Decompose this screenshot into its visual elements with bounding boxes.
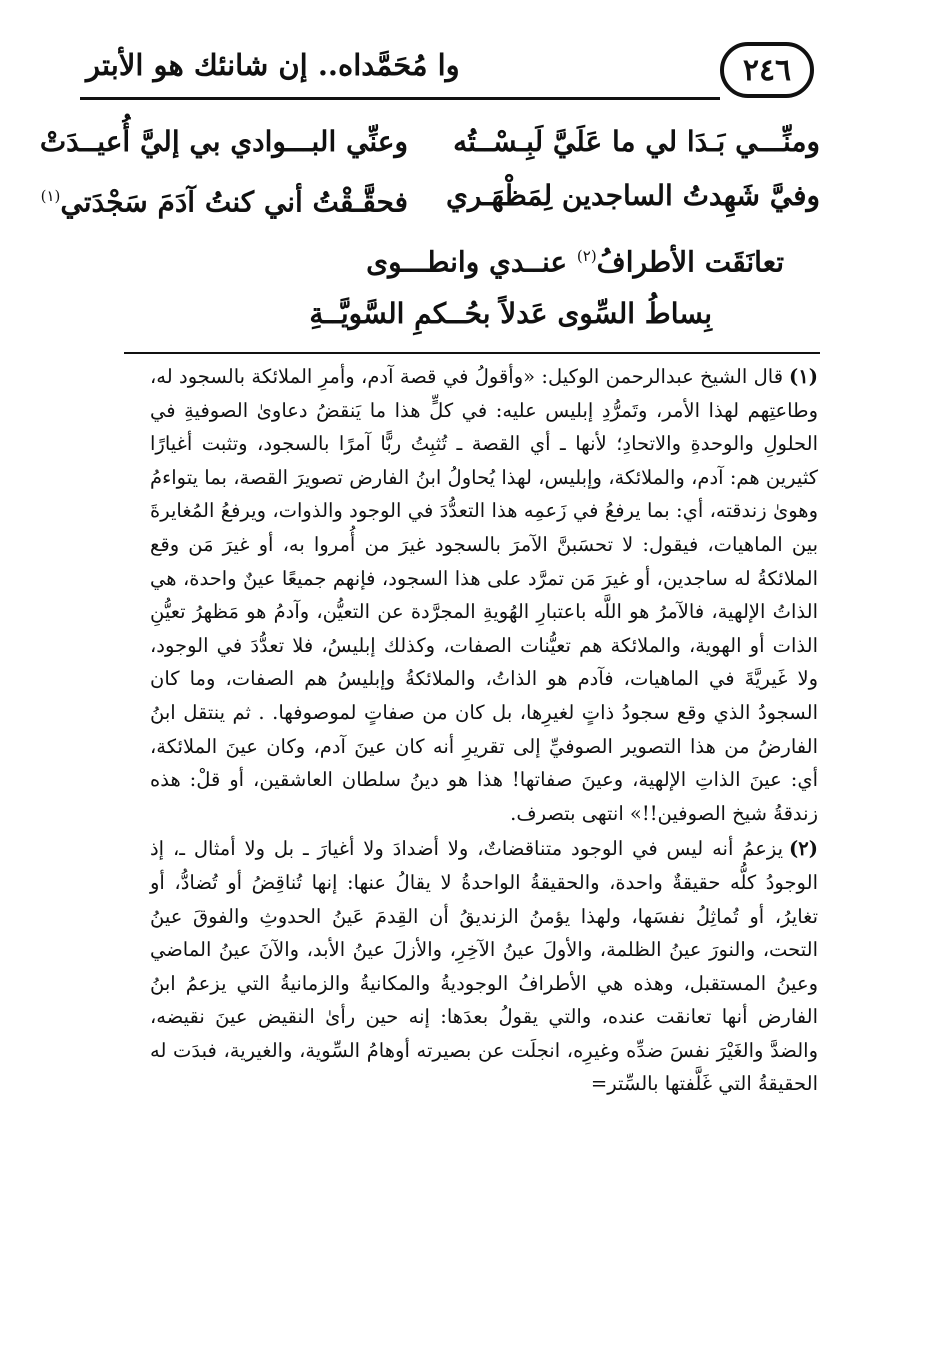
footnote-separator: [124, 352, 820, 354]
poem-line-2-second-text: فحقَّـقْتُ أني كنتُ آدَمَ سَجْدَتي: [60, 185, 408, 219]
poem-line-2-second-hemistich: [41, 178, 408, 220]
poem-line-2-first-hemistich: وفيَّ شَهِدتُ الساجدين لِمَظْهَـري: [445, 179, 820, 212]
poem-line-1-second-hemistich: وعنِّي البـــوادي بي إليَّ أُعيــدَتْ: [39, 125, 408, 158]
footnote-1-number: (١): [789, 365, 818, 388]
header-rule: [80, 97, 720, 100]
poem-line-3: [366, 238, 784, 280]
footnote-2-number: (٢): [789, 837, 818, 861]
poem-line-1-first-hemistich: ومنِّـــي بَـدَا لي ما عَلَيَّ لَبِـسْــتُه: [453, 125, 820, 158]
footnote-ref-1: (١): [40, 187, 61, 205]
page-header: [80, 36, 824, 102]
footnote-ref-2: (٢): [576, 247, 597, 265]
footnote-1-text: قال الشيخ عبدالرحمن الوكيل: «وأقولُ في قصة آدم، وأمرِ الملائكة بالسجود له، وطاعتِهم لهذا الأمر، وتَمرُّدِ إبليس عليه: في كلٍّ هذا ما يَنقضُ دعاوىٰ الصوفيةِ في الحلولِ والوحدةِ والاتحادِ؛ لأنها ـ أي القصة ـ تُثبِتُ ربًّا آمرًا بالسجود، وتثبت أغيارًا كثيرين هم: آدم، والملائكة، وإبليس، لهذا يُحاولُ ابنُ الفارض تصويرَ القصة، بما يتواءمُ وهوىٰ زندقته، أي: بما يرفعُ في زَعمِه هذا التعدُّدَ في الوجود والذوات، ويرفعُ المُغايرةَ بين الماهيات، فيقول: لا تحسَبنَّ الآمرَ بالسجود غيرَ من أُمروا به، أو غيرَ مَن وقع الملائكةُ له ساجدين، أو غيرَ مَن تمرَّد على هذا السجود، فإنهم جميعًا عينٌ واحدة، هي الذاتُ الإلهية، فالآمرُ هو اللَّه باعتبارِ الهُويةِ المجرَّدة عن التعيُّن، وآدمُ هو مَظهرُ تعيُّنِ الذات أو الهوية، والملائكة هم تعيُّنات الصفات، وكذلك إبليسُ، فلا تعدُّدَ في الوجود، ولا غَيريَّةَ في الماهيات، فآدم هو الذاتُ، والملائكةُ وإبليسُ هم الصفات، وما كان السجودُ الذي وقع سجودُ ذاتٍ لغيرِها، بل كان من صفاتٍ لموصوفها. . ثم ينتقل ابنُ الفارضُ من هذا التصوير الصوفيِّ إلى تقريرِ أنه كان عينَ آدم، وكان عينَ الملائكة، أي: عينَ الذاتِ الإلهية، وعينَ صفاتها! هذا هو دينُ سلطان العاشقين، أو قلْ: هذه زندقةُ شيخ الصوفين!!» انتهى بتصرف.: [150, 365, 819, 825]
poem-line-3-rest: عنــدي وانطـــوى: [366, 245, 577, 279]
footnote-1: [150, 360, 818, 830]
running-title: وا مُحَمَّداه.. إن شانئك هو الأبتر: [86, 48, 460, 82]
footnote-2: [150, 832, 818, 1101]
footnotes: [150, 360, 818, 1101]
footnote-2-text: يزعمُ أنه ليس في الوجود متناقضاتٌ، ولا أضدادَ ولا أغيارَ ـ بل ولا أمثال ـ، إذ الوجودُ كلُّه حقيقةٌ واحدة، والحقيقةُ الواحدةُ لا يقالُ عنها: إنها تُناقِضُ أو تُضادُّ، أو تغايرُ، أو تُماثِلُ نفسَها، ولهذا يؤمنُ الزنديقُ أن القِدمَ عَينُ الحدوثِ والفوقَ عينُ التحت، والنورَ عينُ الظلمة، والأولَ عينُ الآخِرِ، والأزلَ عينُ الأبد، والآنَ عينُ الماضي وعينُ المستقبل، وهذه هي الأطرافُ الوجوديةُ والمكانيةُ والزمانيةُ التي يزعمُ ابنُ الفارض أنها تعانقت عنده، والتي يقولُ بعدَها: إنه حين رأىٰ النقيض عينَ نقيضه، والضدَّ والغَيْرَ نفسَ ضدِّه وغيرِه، انجلَت عن بصيرته أوهامُ السِّوية، والغيرية، فبدَت له الحقيقةُ التي غَلَّفتها بالسِّتر=: [150, 837, 818, 1096]
poem-line-3-text: تعانَقَت الأطرافُ: [596, 245, 784, 279]
page-number: ٢٤٦: [720, 42, 814, 98]
poem-line-4: بِساطُ السِّوى عَدلاً بحُــكمِ السَّويَّــةِ: [309, 297, 712, 330]
